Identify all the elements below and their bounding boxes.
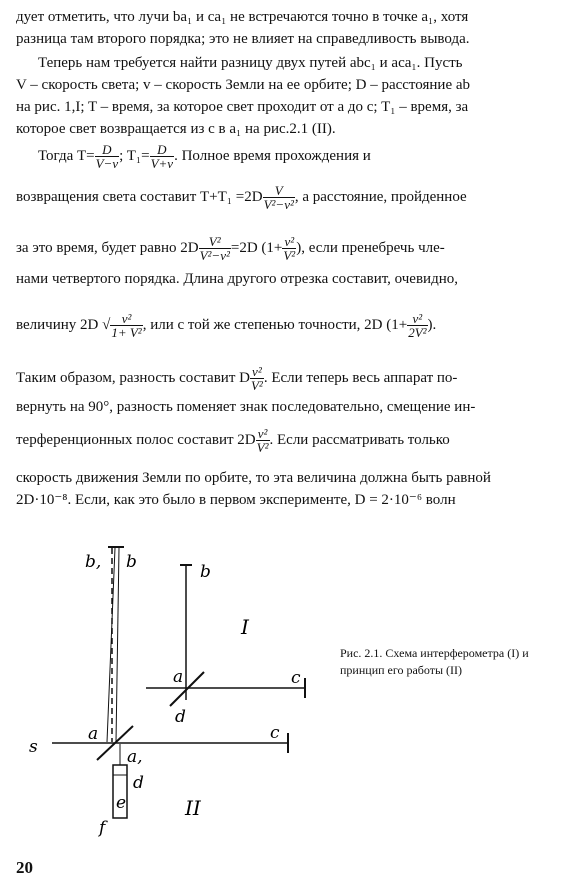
- label-II: II: [185, 796, 201, 820]
- text-segment: . Если рассматривать только: [269, 431, 450, 448]
- text-segment: , а расстояние, пройденное: [294, 188, 467, 205]
- label-a: a: [88, 724, 99, 744]
- denominator: V+v: [150, 156, 174, 171]
- label-f: f: [99, 818, 106, 838]
- text-line-5: на рис. 1,I; T – время, за которое свет проходит от a до c; T₁ – время, за: [16, 99, 469, 115]
- label-s: s: [29, 737, 38, 757]
- page-number: 20: [16, 858, 33, 877]
- text-line-7: [38, 143, 552, 170]
- text-segment: ).: [427, 316, 437, 333]
- numerator: V²: [199, 235, 231, 249]
- numerator: v²: [282, 235, 296, 249]
- text-segment: Таким образом, разность составит D: [16, 369, 250, 386]
- numerator: D: [150, 143, 174, 157]
- denominator: V²−v²: [199, 248, 230, 263]
- denominator: V²−v²: [263, 197, 294, 212]
- text-line-4: V – скорость света; v – скорость Земли на ее орбите; D – расстояние ab: [16, 77, 471, 93]
- text-line-16: 2D·10⁻⁸. Если, как это было в первом эксперименте, D = 2·10⁻⁶ волн: [16, 492, 456, 508]
- fraction-D-over-V-minus-v: [95, 143, 119, 170]
- figure-caption: Рис. 2.1. Схема интерферометра (I) и принцип его работы (II): [340, 646, 529, 677]
- ray-2: [116, 548, 119, 742]
- denominator: V²: [283, 248, 296, 263]
- denominator: V−v: [95, 156, 119, 171]
- numerator: V: [263, 184, 295, 198]
- text-segment: Тогда T=: [38, 147, 95, 164]
- text-line-8: [16, 184, 552, 211]
- label-I: I: [241, 615, 249, 639]
- text-segment: =2D (1+: [230, 239, 283, 256]
- fraction-V-over-V2-minus-v2: [263, 184, 295, 211]
- text-segment: , или с той же степенью точности, 2D (1+: [142, 316, 408, 333]
- text-segment: . Если теперь весь аппарат по-: [263, 369, 458, 386]
- text-line-13: вернуть на 90°, разность поменяет знак последовательно, смещение ин-: [16, 399, 476, 415]
- fraction-v2-over-2V2: [407, 312, 427, 339]
- fraction-v2-over-V2-b: [250, 365, 264, 392]
- text-line-14: [16, 427, 552, 454]
- label-e: e: [116, 793, 127, 813]
- text-line-12: [16, 365, 552, 392]
- ray-1: [107, 548, 115, 742]
- denominator: 2V²: [408, 325, 427, 340]
- text-segment: за это время, будет равно 2D: [16, 239, 199, 256]
- text-segment: величину 2D √: [16, 316, 111, 333]
- fraction-v2-over-V2-c: [256, 427, 270, 454]
- label-d: d: [133, 773, 144, 793]
- denominator: V²: [256, 440, 269, 455]
- text-line-11: [16, 312, 552, 339]
- numerator: v²: [110, 312, 142, 326]
- label-b1: b,: [85, 552, 102, 572]
- text-line-10: нами четвертого порядка. Длина другого отрезка составит, очевидно,: [16, 271, 458, 287]
- interferometer-figure: [0, 535, 562, 855]
- text-segment: ), если пренебречь чле-: [296, 239, 445, 256]
- text-line-1: дует отметить, что лучи ba₁ и ca₁ не встречаются точно в точке a₁, хотя: [16, 9, 469, 25]
- label-a-top: a: [173, 667, 184, 687]
- numerator: v²: [256, 427, 270, 441]
- text-segment: ; T₁=: [119, 147, 150, 164]
- fraction-sqrt: [110, 312, 142, 339]
- text-line-9: [16, 235, 552, 262]
- fraction-v2-over-V2: [282, 235, 296, 262]
- fraction-V2-over-V2-minus-v2: [199, 235, 231, 262]
- label-a1: a,: [127, 747, 143, 767]
- numerator: D: [95, 143, 119, 157]
- label-c-top: c: [291, 668, 301, 688]
- label-b-top: b: [200, 562, 211, 582]
- label-d-top: d: [175, 707, 186, 727]
- text-line-2: разница там второго порядка; это не влияет на справедливость вывода.: [16, 31, 470, 47]
- text-line-15: скорость движения Земли по орбите, то эта величина должна быть равной: [16, 470, 491, 486]
- numerator: v²: [407, 312, 427, 326]
- label-c: c: [270, 723, 280, 743]
- fraction-D-over-V-plus-v: [150, 143, 174, 170]
- numerator: v²: [250, 365, 264, 379]
- text-segment: терференционных полос составит 2D: [16, 431, 256, 448]
- denominator: 1+ V²: [111, 325, 142, 340]
- text-segment: . Полное время прохождения и: [174, 147, 371, 164]
- label-b: b: [126, 552, 137, 572]
- denominator: V²: [250, 378, 263, 393]
- text-line-3: Теперь нам требуется найти разницу двух путей abc₁ и aca₁. Пусть: [38, 55, 463, 71]
- text-line-6: которое свет возвращается из c в a₁ на рис.2.1 (II).: [16, 121, 336, 137]
- text-segment: возвращения света составит T+T₁ =2D: [16, 188, 263, 205]
